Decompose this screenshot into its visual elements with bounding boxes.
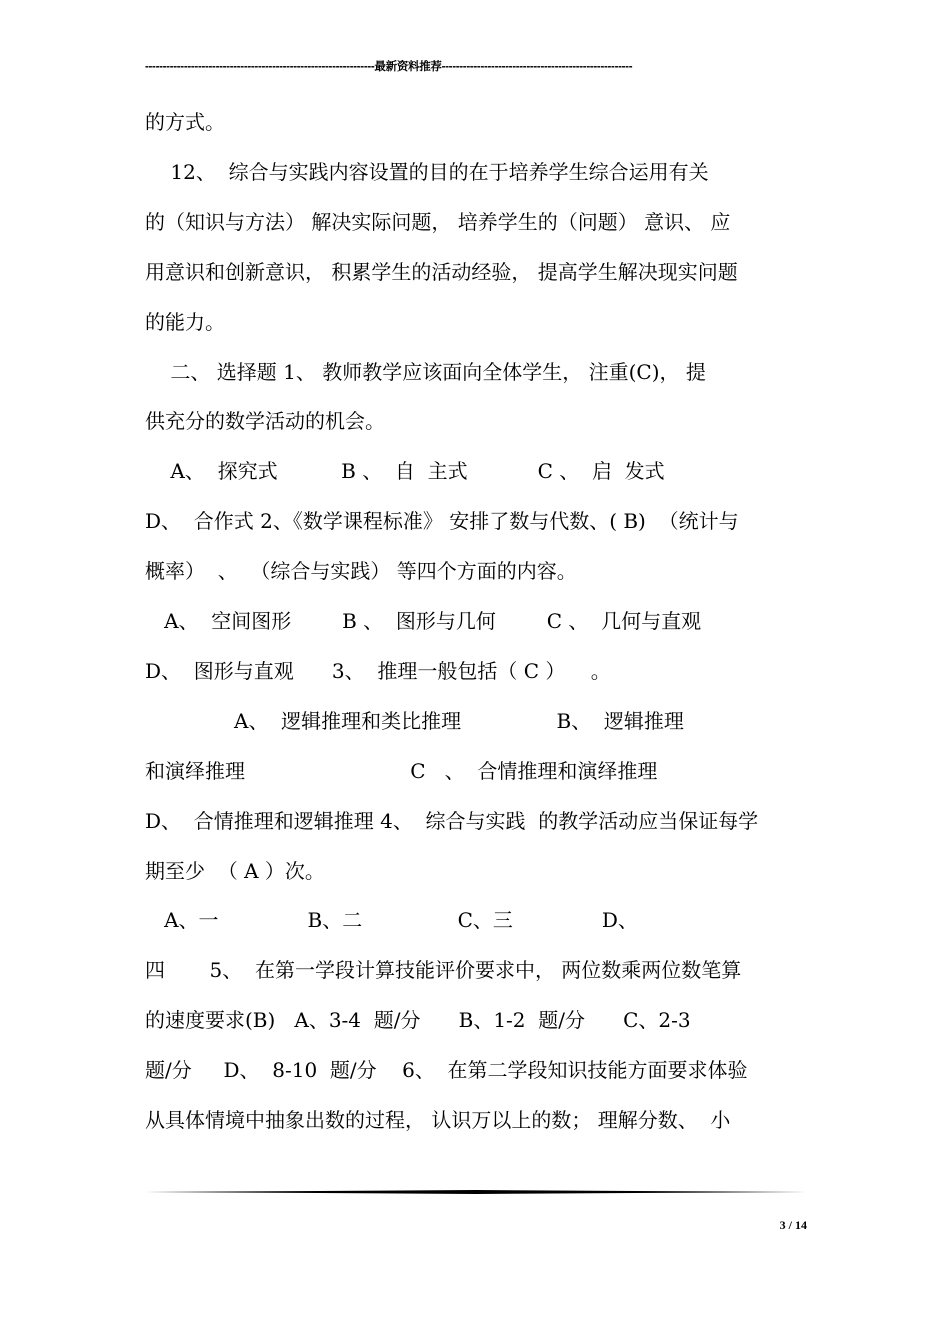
text-line: 用意识和创新意识， 积累学生的活动经验， 提高学生解决现实问题 <box>145 259 738 284</box>
text-line: A、 逻辑推理和类比推理 B、 逻辑推理 <box>145 708 684 733</box>
text-line: D、 图形与直观 3、 推理一般包括（ C ） 。 <box>145 658 611 683</box>
page-header: -----------------------------------------------------------------最新资料推荐------------------------------------------------------ <box>145 61 633 73</box>
text-line: 从具体情境中抽象出数的过程， 认识万以上的数； 理解分数、 小 <box>145 1108 731 1132</box>
text-line: A、 探究式 B 、 自 主式 C 、 启 发式 <box>145 459 665 484</box>
text-line: 题/分 D、 8-10 题/分 6、 在第二学段知识技能方面要求体验 <box>145 1058 748 1083</box>
page-number: 3 / 14 <box>779 1218 807 1232</box>
footer-rule <box>145 1190 807 1194</box>
text-line: 供充分的数学活动的机会。 <box>145 409 385 434</box>
text-line: 四 5、 在第一学段计算技能评价要求中， 两位数乘两位数笔算 <box>145 958 742 983</box>
text-line: 的（知识与方法） 解决实际问题， 培养学生的（问题） 意识、 应 <box>145 209 731 234</box>
text-line: 期至少 （ A ）次。 <box>145 858 325 883</box>
text-line: A、 空间图形 B 、 图形与几何 C 、 几何与直观 <box>145 609 702 633</box>
text-line: 的方式。 <box>145 110 225 134</box>
text-line: D、 合情推理和逻辑推理 4、 综合与实践 的教学活动应当保证每学 <box>145 808 759 833</box>
text-line: D、 合作式 2、《数学课程标准》 安排了数与代数、( B) （统计与 <box>145 509 739 534</box>
text-line: 12、 综合与实践内容设置的目的在于培养学生综合运用有关 <box>145 159 709 184</box>
text-line: 和演绎推理 C 、 合情推理和演绎推理 <box>145 758 658 783</box>
text-line: 二、 选择题 1、 教师教学应该面向全体学生， 注重(C)， 提 <box>145 359 706 384</box>
text-line: 的能力。 <box>145 309 225 334</box>
text-line: 概率） 、 （综合与实践） 等四个方面的内容。 <box>145 559 577 584</box>
text-line: A、一 B、二 C、三 D、 <box>145 908 638 933</box>
text-line: 的速度要求(B) A、3-4 题/分 B、1-2 题/分 C、2-3 <box>145 1008 691 1033</box>
